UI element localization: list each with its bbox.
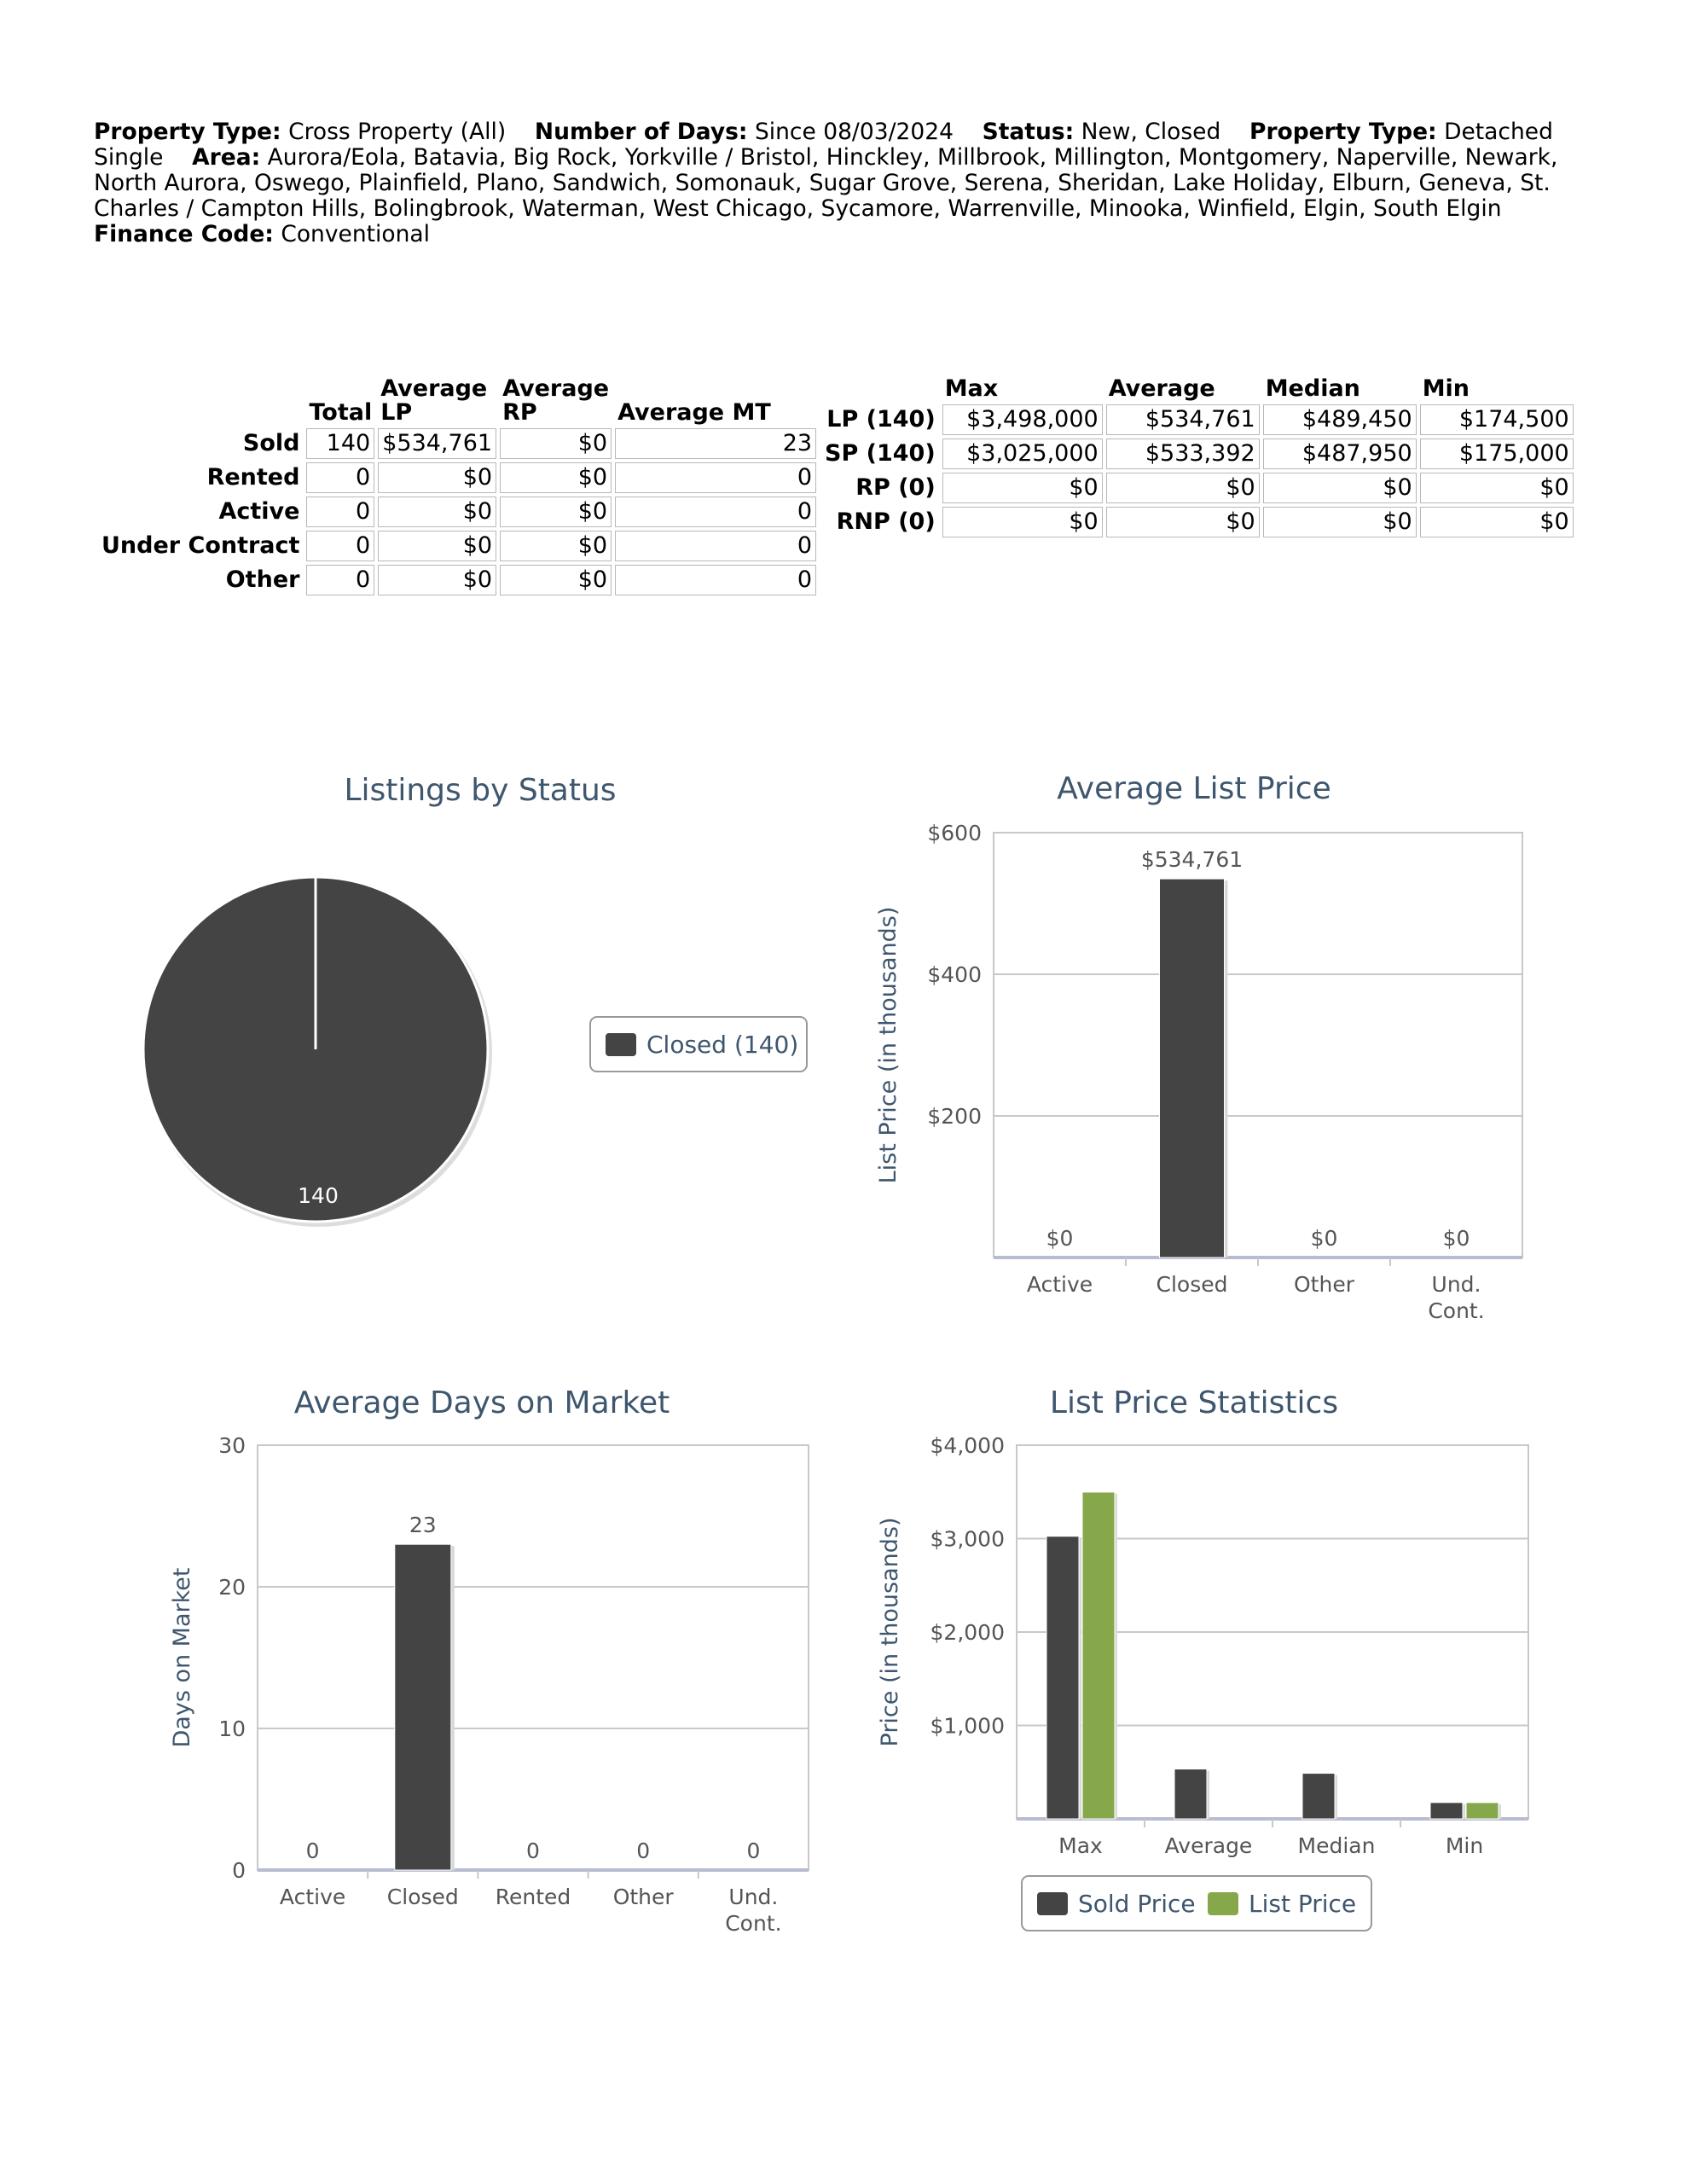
listings-by-status-chart	[128, 759, 827, 1254]
table-cell: $0	[500, 462, 612, 493]
price-statistics-table	[819, 374, 1577, 541]
table-row	[99, 565, 816, 595]
legend-swatch	[1208, 1892, 1238, 1915]
table-cell: $0	[378, 531, 496, 561]
table-row	[822, 439, 1574, 469]
x-tick-label: Rented	[495, 1885, 571, 1909]
table-row	[99, 428, 816, 459]
x-tick-label: Median	[1297, 1833, 1376, 1858]
y-tick-label: $4,000	[930, 1433, 1005, 1458]
row-header: LP (140)	[826, 406, 936, 433]
criteria-label: Property Type:	[1249, 119, 1437, 145]
criteria-label: Number of Days:	[534, 119, 748, 145]
plot-area	[994, 833, 1522, 1258]
search-criteria	[94, 119, 1603, 247]
bar	[395, 1544, 451, 1870]
legend-swatch	[1037, 1892, 1068, 1915]
average-days-on-market-chart	[154, 1374, 836, 1945]
row-header: SP (140)	[825, 440, 936, 467]
criteria-label: Area:	[192, 144, 261, 171]
table-row	[822, 507, 1574, 537]
bar	[1046, 1536, 1079, 1819]
status-summary-table	[96, 374, 820, 599]
criteria-value: New, Closed	[1081, 119, 1221, 145]
chart-legend	[590, 1017, 807, 1072]
table-cell: $533,392	[1106, 439, 1260, 469]
table-cell: $489,450	[1263, 404, 1417, 435]
column-header: Total	[309, 399, 373, 426]
y-tick-label: 0	[232, 1858, 246, 1883]
y-tick-label: $1,000	[930, 1713, 1005, 1739]
legend-label: Sold Price	[1078, 1890, 1196, 1918]
table-cell: 0	[615, 497, 816, 527]
y-tick-label: $400	[927, 962, 982, 987]
chart-title: Listings by Status	[344, 773, 617, 808]
y-tick-label: 10	[218, 1716, 246, 1741]
bar-data-label: 0	[526, 1838, 540, 1863]
x-tick-label: Other	[1294, 1272, 1354, 1297]
bar	[1430, 1803, 1463, 1819]
x-tick-label: Und. Cont.	[725, 1885, 782, 1936]
column-header: Average	[1108, 375, 1215, 402]
y-axis-title: Days on Market	[169, 1567, 195, 1748]
y-tick-label: 20	[218, 1575, 246, 1600]
criteria-value: Since 08/03/2024	[754, 119, 954, 145]
list-price-statistics-chart	[861, 1374, 1561, 1954]
table-cell: $174,500	[1420, 404, 1574, 435]
chart-legend	[1022, 1876, 1371, 1931]
table-cell: $534,761	[1106, 404, 1260, 435]
table-cell: $0	[1106, 507, 1260, 537]
table-cell: $3,025,000	[942, 439, 1103, 469]
y-tick-label: $600	[927, 821, 982, 845]
table-cell: 0	[306, 462, 374, 493]
table-cell: $0	[1106, 473, 1260, 503]
table-cell: $0	[500, 428, 612, 459]
bar	[1302, 1774, 1335, 1819]
table-cell: $0	[1263, 473, 1417, 503]
table-cell: $0	[378, 462, 496, 493]
bar-data-label: $0	[1046, 1226, 1074, 1251]
table-cell: 140	[306, 428, 374, 459]
table-cell: $534,761	[378, 428, 496, 459]
table-cell: $0	[942, 473, 1103, 503]
table-cell: $0	[500, 531, 612, 561]
column-header: Min	[1422, 375, 1470, 402]
bar-data-label: $0	[1442, 1226, 1470, 1251]
chart-title: Average List Price	[1057, 771, 1331, 806]
criteria-value: Conventional	[281, 221, 431, 247]
row-header: Sold	[242, 430, 300, 456]
column-header: Max	[944, 375, 999, 402]
x-tick-label: Closed	[1156, 1272, 1228, 1297]
table-row	[99, 462, 816, 493]
table-cell: $0	[1263, 507, 1417, 537]
x-tick-label: Closed	[386, 1885, 459, 1909]
criteria-label: Finance Code:	[94, 221, 274, 247]
legend-label: Closed (140)	[646, 1031, 799, 1059]
column-header: Median	[1265, 375, 1360, 402]
y-axis-title: List Price (in thousands)	[875, 906, 901, 1184]
row-header: Active	[218, 498, 300, 525]
criteria-label: Status:	[982, 119, 1075, 145]
row-header: RNP (0)	[836, 508, 936, 535]
criteria-label: Property Type:	[94, 119, 281, 145]
bar-data-label: $0	[1310, 1226, 1338, 1251]
table-cell: 0	[306, 497, 374, 527]
criteria-value: Aurora/Eola, Batavia, Big Rock, Yorkville / Bristol, Hinckley, Millbrook, Millington, Montgomery, Naperville, Newark, North Aurora, Oswego, Plainfield, Plano, Sandwich, Somonauk, Sugar Grove, Serena, Sheridan, Lake Holiday, Elburn, Geneva, St. Charles / Campton Hills, Bolingbrook, Waterman, West Chicago, Sycamore, Warrenville, Minooka, Winfield, Elgin, South Elgin	[94, 144, 1558, 222]
y-tick-label: $200	[927, 1104, 982, 1129]
x-tick-label: Max	[1058, 1833, 1103, 1858]
bar	[1082, 1492, 1115, 1819]
bar-data-label: 23	[409, 1513, 437, 1538]
y-axis-title: Price (in thousands)	[877, 1517, 903, 1747]
x-tick-label: Average	[1164, 1833, 1253, 1858]
bar	[1160, 879, 1225, 1258]
criteria-value: Detached Single	[94, 119, 1553, 171]
table-row	[99, 497, 816, 527]
x-tick-label: Active	[1026, 1272, 1093, 1297]
average-list-price-chart	[861, 759, 1561, 1348]
table-row	[822, 473, 1574, 503]
bar-data-label: 0	[636, 1838, 651, 1863]
x-tick-label: Other	[612, 1885, 674, 1909]
table-cell: $3,498,000	[942, 404, 1103, 435]
row-header: Under Contract	[101, 532, 300, 559]
table-cell: $0	[942, 507, 1103, 537]
x-tick-label: Min	[1445, 1833, 1484, 1858]
table-cell: $0	[378, 497, 496, 527]
table-cell: 0	[615, 531, 816, 561]
table-cell: 0	[306, 565, 374, 595]
legend-label: List Price	[1249, 1890, 1357, 1918]
table-cell: 23	[615, 428, 816, 459]
row-header: RP (0)	[855, 474, 936, 501]
table-row	[822, 404, 1574, 435]
chart-title: Average Days on Market	[293, 1385, 670, 1420]
x-tick-label: Und. Cont.	[1428, 1272, 1485, 1323]
table-cell: $0	[500, 497, 612, 527]
table-cell: 0	[615, 565, 816, 595]
column-header: Average LP	[380, 375, 488, 426]
table-cell: $487,950	[1263, 439, 1417, 469]
column-header: Average MT	[617, 399, 771, 426]
table-cell: $175,000	[1420, 439, 1574, 469]
legend-swatch	[606, 1033, 636, 1056]
table-cell: $0	[1420, 507, 1574, 537]
table-cell: 0	[306, 531, 374, 561]
plot-area	[258, 1445, 809, 1870]
table-cell: $0	[378, 565, 496, 595]
x-tick-label: Active	[279, 1885, 346, 1909]
column-header: Average RP	[502, 375, 610, 426]
bar-data-label: 0	[305, 1838, 320, 1863]
y-tick-label: 30	[218, 1433, 246, 1458]
row-header: Other	[225, 566, 300, 593]
table-cell: $0	[500, 565, 612, 595]
table-cell: 0	[615, 462, 816, 493]
chart-title: List Price Statistics	[1049, 1385, 1339, 1420]
bar-data-label: 0	[746, 1838, 761, 1863]
pie-data-label: 140	[298, 1183, 339, 1208]
y-tick-label: $3,000	[930, 1526, 1005, 1552]
criteria-value: Cross Property (All)	[288, 119, 507, 145]
y-tick-label: $2,000	[930, 1620, 1005, 1645]
bar	[1174, 1769, 1207, 1819]
table-row	[99, 531, 816, 561]
bar-data-label: $534,761	[1140, 847, 1244, 873]
bar	[1466, 1803, 1499, 1819]
row-header: Rented	[206, 464, 300, 491]
table-cell: $0	[1420, 473, 1574, 503]
